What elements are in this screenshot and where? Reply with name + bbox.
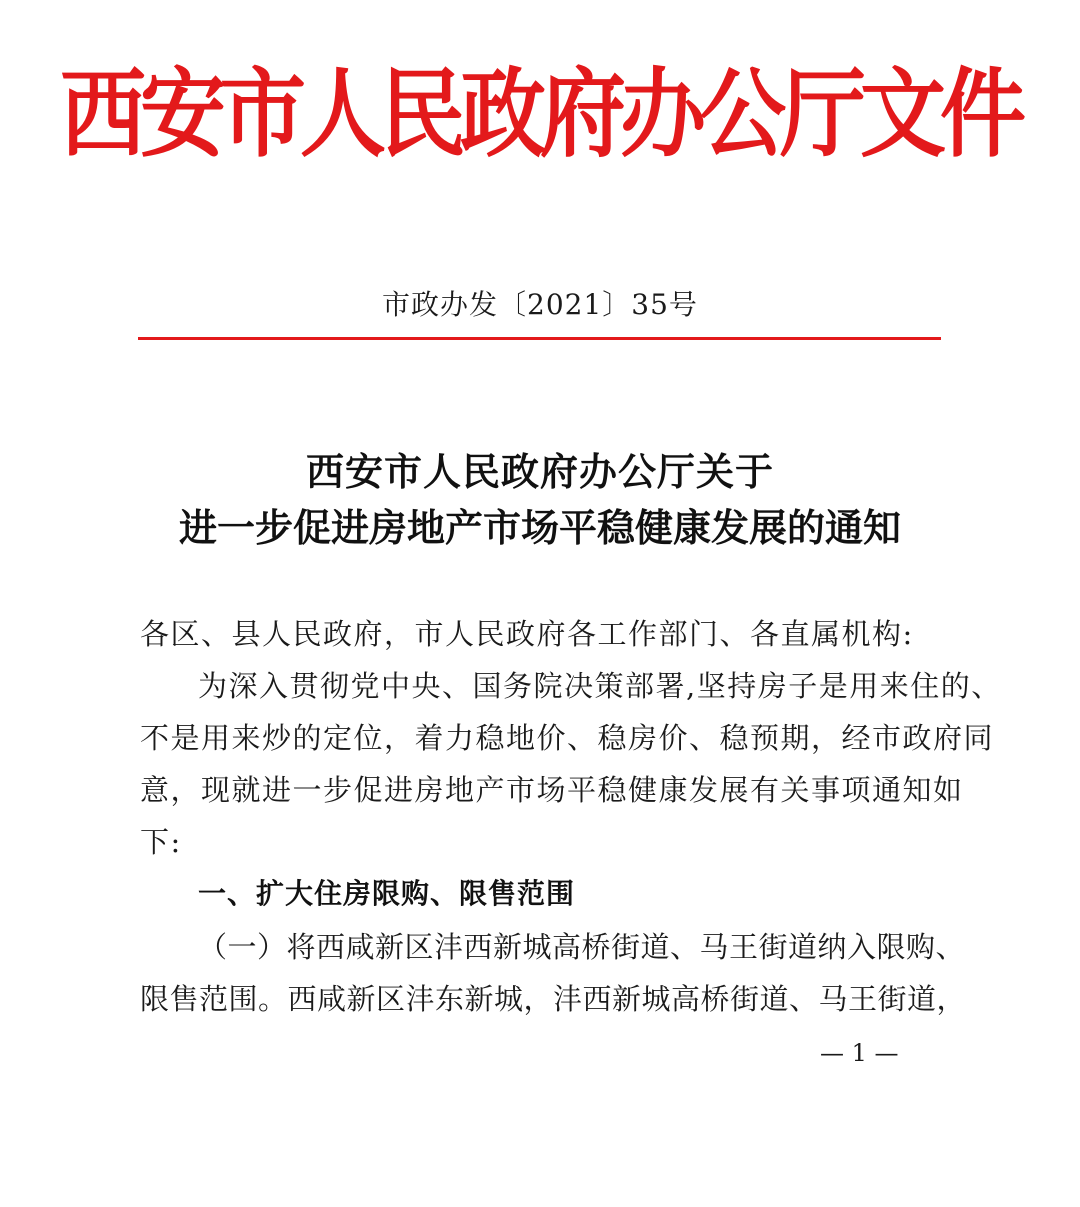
intro-line-2: 不是用来炒的定位，着力稳地价、稳房价、稳预期，经市政府同: [140, 721, 995, 755]
page-number: — 1 —: [820, 1039, 899, 1067]
document-number: 市政办发〔2021〕35号: [382, 288, 698, 321]
document-header-title: 西安市人民政府办公厅文件: [60, 58, 1020, 172]
addressee: 各区、县人民政府，市人民政府各工作部门、各直属机构:: [140, 617, 914, 651]
section-heading: 一、扩大住房限购、限售范围: [198, 877, 576, 910]
intro-line-4: 下:: [140, 825, 182, 859]
notice-title-line-2: 进一步促进房地产市场平稳健康发展的通知: [178, 506, 901, 550]
clause-line-1: （一）将西咸新区沣西新城高桥街道、马王街道纳入限购、: [198, 930, 966, 964]
notice-title-line-1: 西安市人民政府办公厅关于: [305, 450, 774, 494]
red-divider-line: [138, 337, 941, 340]
clause-line-2: 限售范围。西咸新区沣东新城，沣西新城高桥街道、马王街道，: [140, 982, 967, 1016]
intro-line-1: 为深入贯彻党中央、国务院决策部署,坚持房子是用来住的、: [198, 669, 1002, 703]
intro-line-3: 意，现就进一步促进房地产市场平稳健康发展有关事项通知如: [140, 773, 964, 807]
